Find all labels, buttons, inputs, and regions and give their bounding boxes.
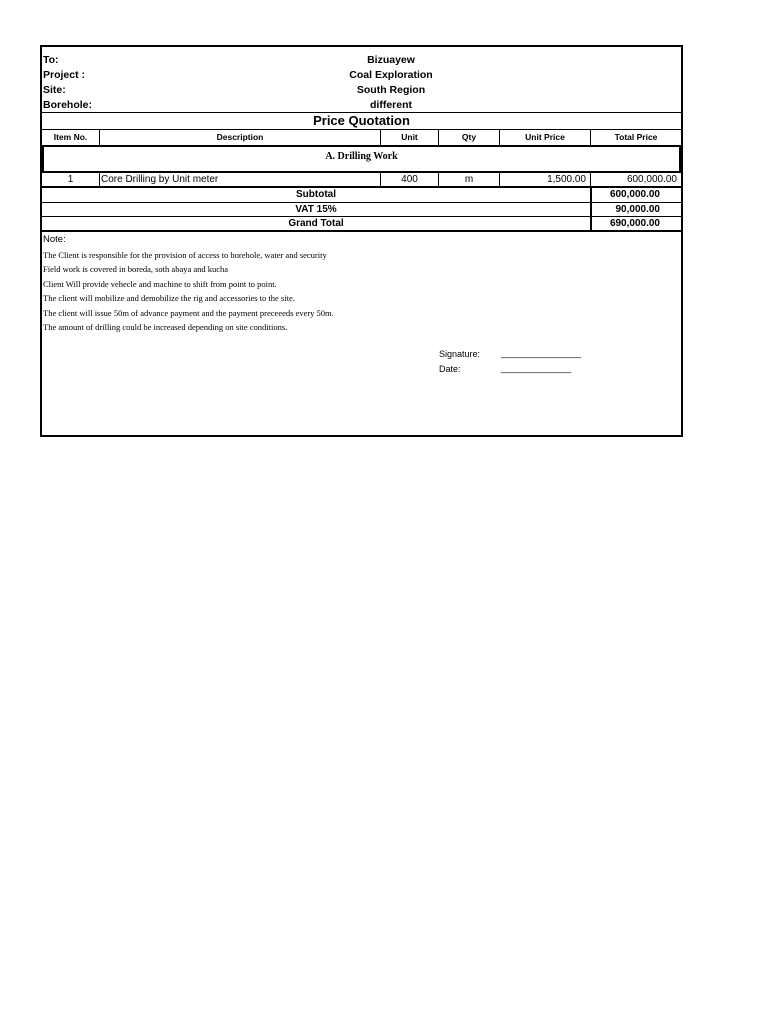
section-heading: A. Drilling Work bbox=[325, 151, 398, 162]
page-title: Price Quotation bbox=[313, 113, 410, 128]
site-value: South Region bbox=[356, 84, 426, 96]
to-value: Bizuayew bbox=[367, 54, 415, 66]
col-divider bbox=[99, 172, 100, 186]
date-line: ______________ bbox=[501, 363, 572, 373]
col-divider bbox=[590, 129, 591, 145]
note-line: Client Will provide vehecle and machine to shift from point to point. bbox=[43, 279, 277, 289]
borehole-label: Borehole: bbox=[43, 99, 93, 111]
quotation-sheet bbox=[40, 45, 683, 437]
row-unit-price: 1,500.00 bbox=[547, 174, 586, 185]
row-total-price: 600,000.00 bbox=[626, 174, 677, 185]
notes-heading: Note: bbox=[43, 234, 66, 245]
signature-line: ________________ bbox=[501, 348, 582, 358]
note-line: The client will mobilize and demobilize the rig and accessories to the site. bbox=[43, 293, 295, 303]
divider bbox=[42, 230, 681, 232]
note-line: Field work is covered in boreda, soth abaya and kucha bbox=[43, 264, 229, 274]
borehole-value: different bbox=[370, 99, 412, 111]
to-label: To: bbox=[43, 54, 59, 66]
note-line: The Client is responsible for the provision of access to borehole, water and security bbox=[43, 250, 327, 260]
col-header-qty: Qty bbox=[461, 132, 477, 142]
vat-label: VAT 15% bbox=[295, 204, 337, 215]
col-header-unit: Unit bbox=[401, 132, 418, 142]
col-divider bbox=[99, 129, 100, 145]
signature-label: Signature: bbox=[439, 349, 481, 359]
note-line: The client will issue 50m of advance payment and the payment preceeeds every 50m. bbox=[43, 308, 334, 318]
grand-total-label: Grand Total bbox=[288, 218, 344, 229]
row-description: Core Drilling by Unit meter bbox=[101, 174, 219, 185]
col-divider bbox=[380, 172, 381, 186]
col-header-item: Item No. bbox=[53, 132, 88, 142]
project-label: Project : bbox=[43, 69, 86, 81]
col-divider bbox=[499, 129, 500, 145]
row-qty: m bbox=[464, 174, 474, 185]
col-divider bbox=[380, 129, 381, 145]
row-item-no: 1 bbox=[67, 174, 74, 185]
grand-total-value: 690,000.00 bbox=[609, 218, 660, 229]
col-divider bbox=[438, 172, 439, 186]
date-label: Date: bbox=[439, 364, 461, 374]
project-value: Coal Exploration bbox=[349, 69, 433, 81]
note-line: The amount of drilling could be increased depending on site conditions. bbox=[43, 322, 288, 332]
col-divider bbox=[438, 129, 439, 145]
col-header-total-price: Total Price bbox=[614, 132, 658, 142]
col-divider bbox=[499, 172, 500, 186]
vat-value: 90,000.00 bbox=[615, 204, 660, 215]
site-label: Site: bbox=[43, 84, 66, 96]
col-divider bbox=[590, 172, 591, 186]
subtotal-value: 600,000.00 bbox=[609, 189, 660, 200]
col-header-description: Description bbox=[216, 132, 264, 142]
row-unit: 400 bbox=[401, 174, 418, 185]
col-header-unit-price: Unit Price bbox=[525, 132, 565, 142]
subtotal-label: Subtotal bbox=[296, 189, 336, 200]
col-divider bbox=[590, 186, 592, 232]
